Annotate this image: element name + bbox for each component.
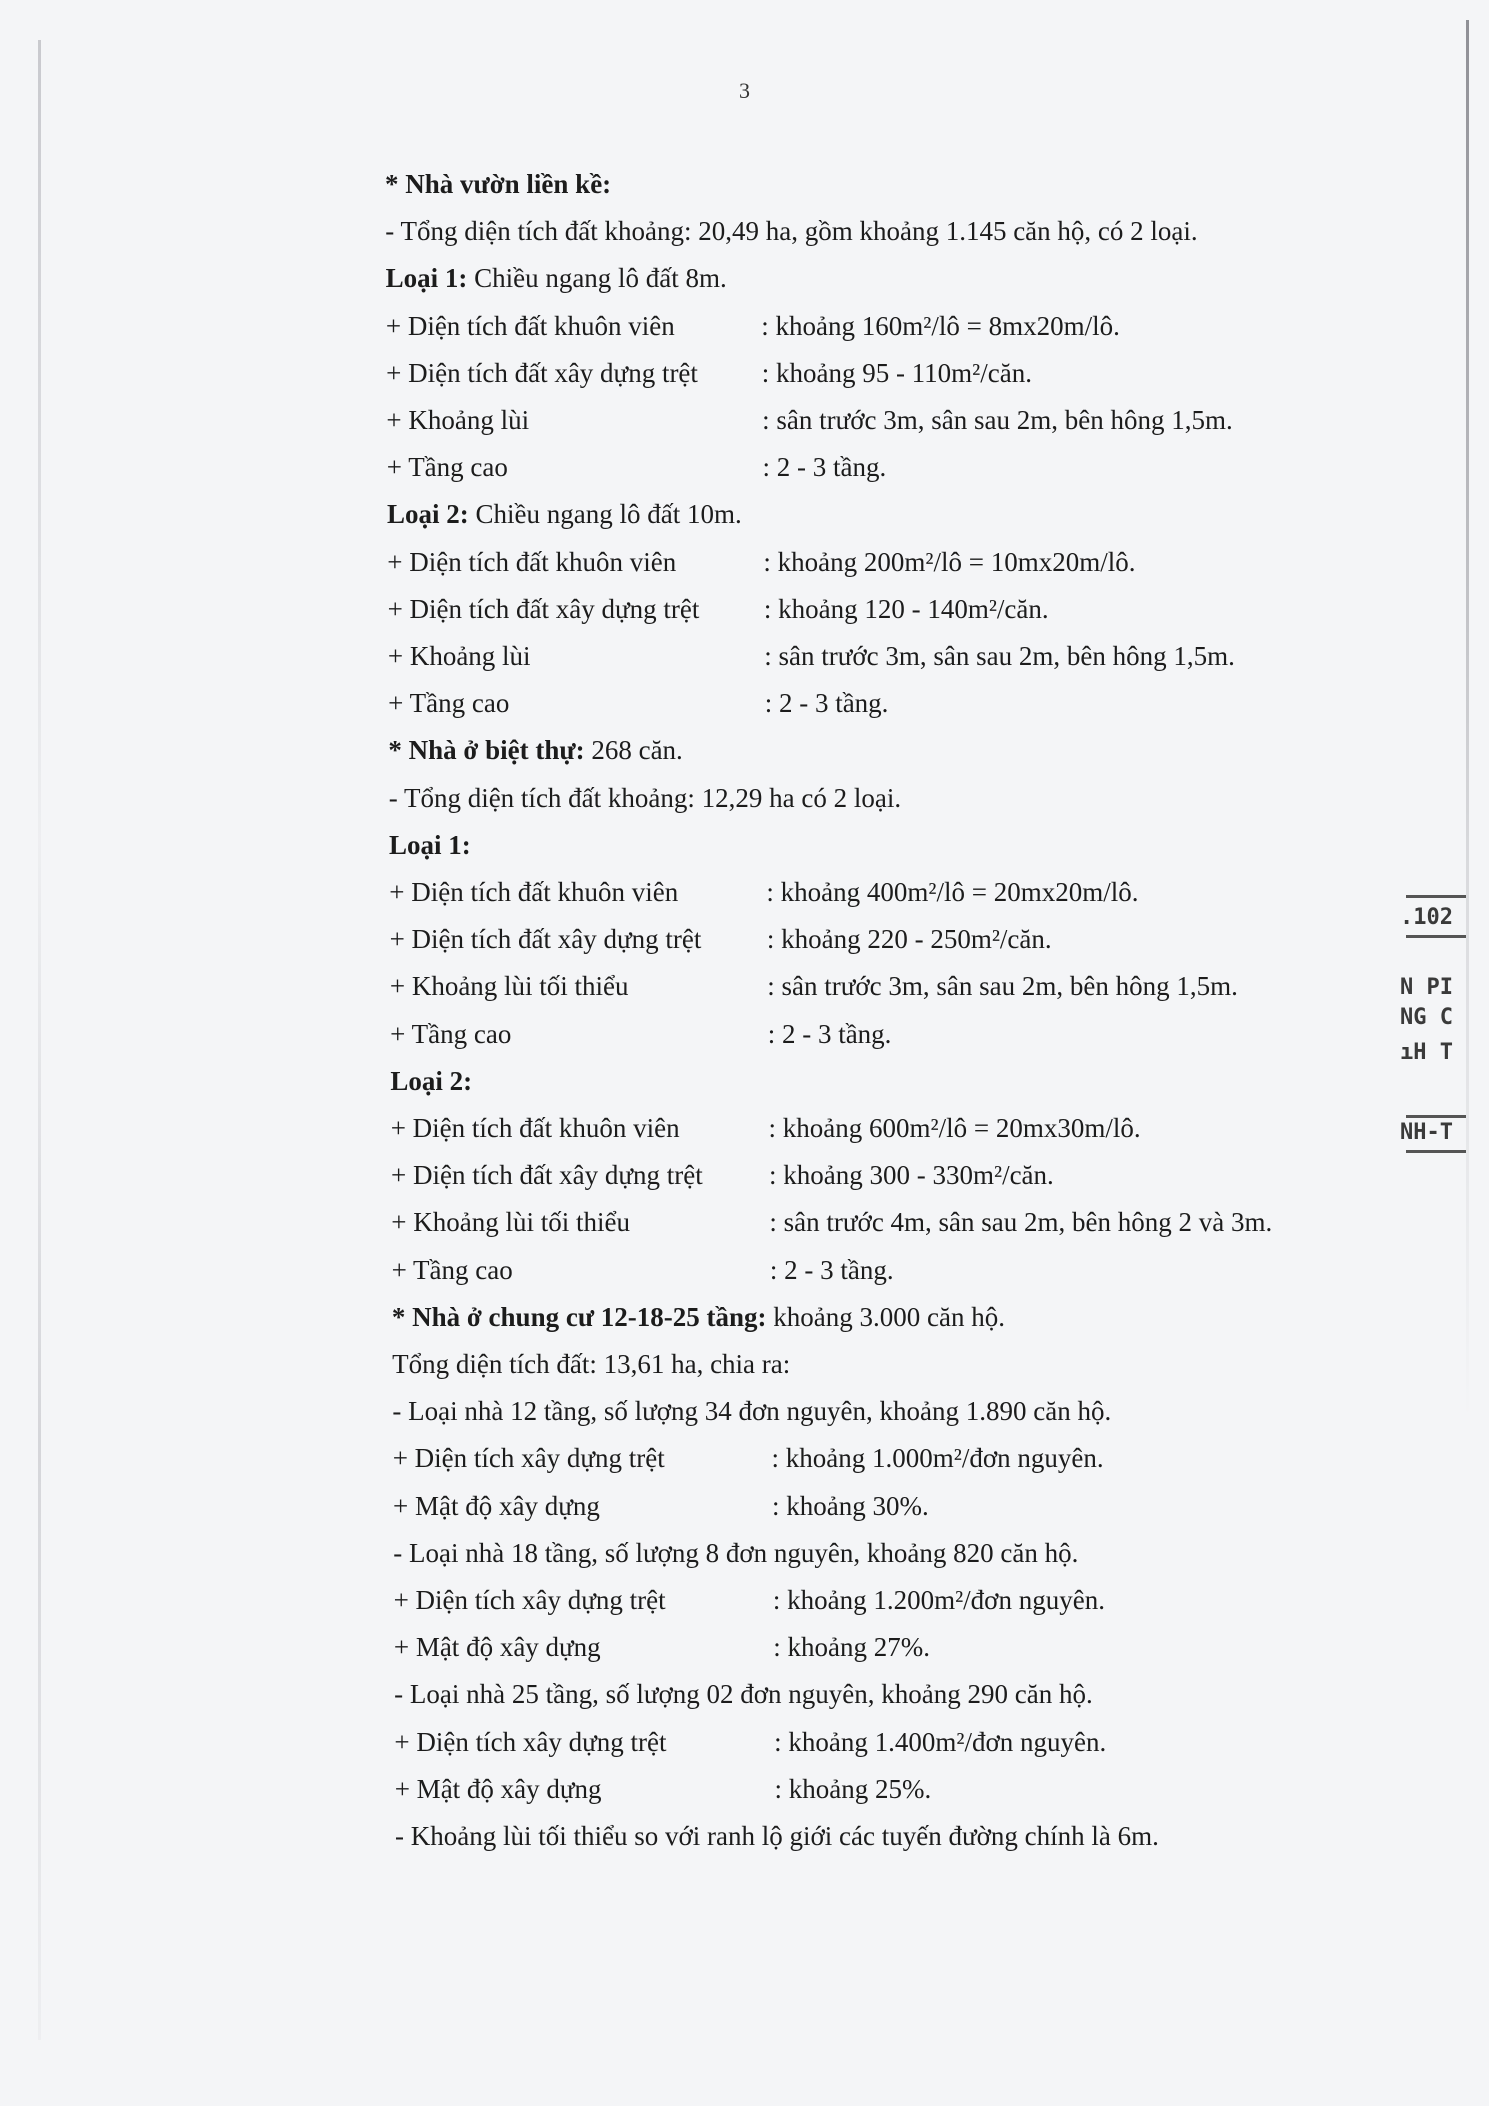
spec-label: + Diện tích xây dựng trệt (394, 1726, 667, 1757)
spec-line (388, 687, 889, 719)
text-run: 268 căn. (584, 735, 683, 766)
spec-line (387, 593, 1049, 625)
spec-value: : sân trước 3m, sân sau 2m, bên hông 1,5m. (762, 405, 1233, 435)
spec-label: + Diện tích xây dựng trệt (392, 1443, 665, 1474)
text-line (392, 1395, 1111, 1427)
text-line (389, 829, 471, 861)
spec-value: : khoảng 27%. (773, 1632, 930, 1663)
page-number: 3 (739, 78, 750, 103)
stamp-border (1406, 895, 1466, 898)
spec-line (390, 1112, 1141, 1144)
spec-line (389, 923, 1052, 955)
text-run: khoảng 3.000 căn hộ. (766, 1301, 1005, 1332)
stamp-text: N PI (1400, 975, 1453, 1000)
stamp-border (1406, 1115, 1466, 1118)
text-line (386, 262, 727, 294)
spec-value: : khoảng 200m²/lô = 10mx20m/lô. (763, 546, 1136, 577)
text-line (390, 1065, 472, 1097)
text-line (392, 1348, 790, 1380)
spec-line (386, 451, 887, 483)
spec-label: + Diện tích đất khuôn viên (389, 877, 679, 907)
spec-label: + Tầng cao (386, 452, 508, 483)
spec-value: : khoảng 600m²/lô = 20mx30m/lô. (768, 1113, 1141, 1143)
spec-label: + Khoảng lùi (387, 641, 531, 671)
spec-value: : khoảng 160m²/lô = 8mx20m/lô. (761, 310, 1120, 341)
scan-edge-right (1466, 20, 1469, 1420)
spec-value: : khoảng 1.400m²/đơn nguyên. (774, 1726, 1107, 1757)
spec-label: + Diện tích đất khuôn viên (390, 1113, 680, 1143)
spec-line (394, 1773, 932, 1805)
spec-value: : khoảng 1.000m²/đơn nguyên. (771, 1443, 1104, 1474)
spec-value: : 2 - 3 tầng. (769, 1254, 894, 1285)
text-line (385, 168, 611, 200)
spec-line (393, 1631, 930, 1663)
stamp-border (1406, 1150, 1466, 1153)
text-line (389, 782, 901, 814)
spec-label: + Diện tích đất xây dựng trệt (387, 593, 700, 624)
spec-value: : sân trước 3m, sân sau 2m, bên hông 1,5m. (767, 971, 1238, 1002)
text-run: - Tổng diện tích đất khoảng: 12,29 ha có 2 loại. (388, 782, 902, 813)
spec-label: + Tầng cao (388, 688, 510, 719)
spec-label: + Tầng cao (391, 1254, 513, 1285)
text-run: - Tổng diện tích đất khoảng: 20,49 ha, gồm khoảng 1.145 căn hộ, có 2 loại. (385, 216, 1198, 247)
spec-label: + Khoảng lùi (386, 405, 530, 435)
spec-value: : khoảng 95 - 110m²/căn. (761, 357, 1032, 388)
text-line (385, 215, 1197, 247)
spec-line (390, 1018, 892, 1050)
spec-label: + Tầng cao (390, 1018, 512, 1049)
bold-text: Loại 1: (389, 829, 471, 860)
spec-line (394, 1726, 1107, 1758)
spec-value: : khoảng 400m²/lô = 20mx20m/lô. (766, 877, 1139, 907)
spec-line (386, 404, 1233, 436)
spec-label: + Diện tích đất khuôn viên (385, 310, 675, 341)
spec-value: : khoảng 300 - 330m²/căn. (769, 1160, 1054, 1191)
stamp-text: NH-T (1400, 1120, 1453, 1145)
spec-line (389, 876, 1139, 908)
spec-value: : khoảng 120 - 140m²/căn. (763, 593, 1049, 624)
spec-label: + Diện tích xây dựng trệt (393, 1585, 666, 1615)
spec-value: : sân trước 3m, sân sau 2m, bên hông 1,5m. (764, 641, 1235, 671)
spec-line (386, 357, 1032, 389)
text-line (392, 1301, 1005, 1333)
stamp-text: NG C (1400, 1005, 1453, 1030)
scan-edge-left (38, 40, 41, 2040)
spec-line (391, 1159, 1054, 1191)
stamp-text: .102 (1400, 905, 1453, 930)
spec-line (389, 970, 1238, 1002)
text-run: - Loại nhà 18 tầng, số lượng 8 đơn nguyên, khoảng 820 căn hộ. (393, 1537, 1079, 1568)
spec-label: + Diện tích đất khuôn viên (387, 546, 677, 577)
bold-text: Loại 2: (390, 1065, 473, 1096)
spec-value: : khoảng 1.200m²/đơn nguyên. (772, 1585, 1105, 1615)
spec-line (392, 1442, 1104, 1474)
spec-value: : 2 - 3 tầng. (764, 688, 889, 719)
text-run: Chiều ngang lô đất 10m. (468, 499, 742, 530)
text-line (387, 498, 742, 530)
text-run: Tổng diện tích đất: 13,61 ha, chia ra: (392, 1349, 791, 1379)
spec-label: + Khoảng lùi tối thiểu (391, 1207, 630, 1238)
spec-value: : khoảng 30%. (772, 1490, 929, 1521)
text-line (388, 734, 682, 766)
spec-line (385, 310, 1120, 342)
spec-line (391, 1206, 1273, 1238)
stamp-text: ıH T (1400, 1040, 1453, 1065)
spec-label: + Mật độ xây dựng (394, 1773, 602, 1804)
bold-text: Loại 1: (385, 263, 468, 294)
spec-label: + Diện tích đất xây dựng trệt (386, 357, 698, 388)
spec-label: + Khoảng lùi tối thiểu (389, 971, 629, 1002)
spec-value: : 2 - 3 tầng. (762, 452, 887, 483)
spec-label: + Diện tích đất xây dựng trệt (391, 1160, 703, 1191)
bold-text: * Nhà vườn liền kề: (385, 169, 612, 199)
spec-line (393, 1584, 1105, 1616)
spec-label: + Diện tích đất xây dựng trệt (389, 924, 702, 955)
spec-value: : khoảng 25%. (774, 1773, 932, 1804)
spec-line (393, 1490, 929, 1522)
text-run: - Khoảng lùi tối thiểu so với ranh lộ giới các tuyến đường chính là 6m. (395, 1821, 1159, 1851)
stamp-border (1406, 935, 1466, 938)
bold-text: Loại 2: (387, 499, 469, 530)
spec-value: : sân trước 4m, sân sau 2m, bên hông 2 và 3m. (769, 1207, 1273, 1238)
spec-line (391, 1254, 894, 1286)
text-line (393, 1537, 1078, 1569)
spec-line (387, 546, 1136, 578)
spec-value: : 2 - 3 tầng. (767, 1018, 892, 1049)
text-run: - Loại nhà 25 tầng, số lượng 02 đơn nguyên, khoảng 290 căn hộ. (394, 1679, 1093, 1710)
bold-text: * Nhà ở biệt thự: (388, 735, 585, 766)
spec-line (387, 640, 1235, 672)
bold-text: * Nhà ở chung cư 12-18-25 tầng: (391, 1301, 767, 1332)
text-run: Chiều ngang lô đất 8m. (467, 263, 727, 294)
spec-label: + Mật độ xây dựng (393, 1490, 600, 1521)
spec-label: + Mật độ xây dựng (393, 1632, 601, 1663)
text-line (394, 1678, 1093, 1710)
spec-value: : khoảng 220 - 250m²/căn. (766, 924, 1052, 955)
text-line (395, 1820, 1159, 1852)
text-run: - Loại nhà 12 tầng, số lượng 34 đơn nguyên, khoảng 1.890 căn hộ. (392, 1396, 1112, 1427)
